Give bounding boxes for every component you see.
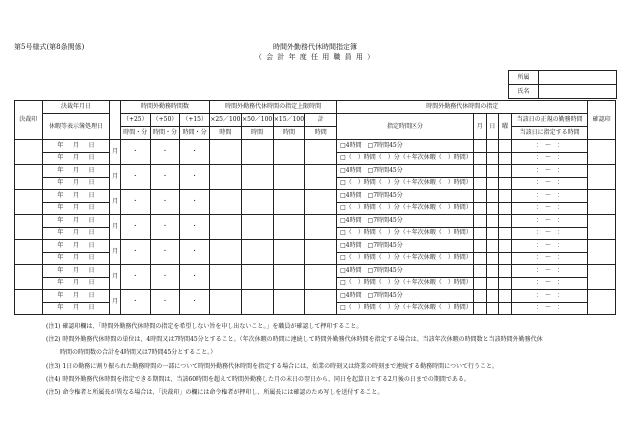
limit-25-cell[interactable] [210,240,242,265]
month-mark-cell: 月 [110,140,121,165]
limit-25-cell[interactable] [210,215,242,240]
option-custom-hours[interactable]: □（ ）時間（ ）分（＋年次休暇（ ）時間） [337,277,474,290]
day-cell[interactable] [486,240,499,253]
limit-15-cell[interactable] [273,265,305,290]
limit-15-cell[interactable] [273,290,305,315]
regular-hours-cell[interactable]: ： 〜 ： [511,215,587,228]
limit-total-cell[interactable] [305,290,337,315]
month-mark: 月 [72,304,79,312]
option-custom-hours[interactable]: □（ ）時間（ ）分（＋年次休暇（ ）時間） [337,252,474,265]
dept-label: 所属 [509,71,539,85]
overtime-25-cell[interactable]: ・ [120,140,150,165]
overtime-15-cell[interactable]: ・ [180,215,210,240]
holiday-date-cell[interactable] [42,202,110,215]
weekday-cell[interactable] [499,302,512,315]
weekday-cell[interactable] [499,202,512,215]
rate-15-header: （+15） [180,114,210,127]
hour-header: 時間 [305,127,337,140]
day-mark: 日 [88,166,95,174]
weekday-cell[interactable] [499,265,512,278]
table-row [15,265,616,278]
month-cell[interactable] [473,302,486,315]
designated-hours-cell[interactable]: ： 〜 ： [511,177,587,190]
table-row [15,190,616,203]
weekday-cell[interactable] [499,152,512,165]
decision-date-cell[interactable] [42,165,110,178]
month-mark-cell: 月 [110,165,121,190]
hour-min-header: 時間・分 [120,127,150,140]
overtime-50-cell[interactable]: ・ [150,140,180,165]
approval-stamp-cell[interactable] [15,190,43,215]
hour-header: 時間 [273,127,305,140]
decision-date-cell[interactable] [42,215,110,228]
name-label: 氏名 [509,85,539,99]
year-mark: 年 [57,254,64,262]
form-subtitle: （ 会 計 年 度 任 用 職 員 用 ） [254,53,376,61]
year-mark: 年 [57,141,64,149]
month-mark: 月 [72,204,79,212]
day-cell[interactable] [486,177,499,190]
overtime-50-cell[interactable]: ・ [150,215,180,240]
weekday-cell[interactable] [499,140,512,153]
approval-stamp-header: 決裁印 [15,101,43,140]
limit-50-cell[interactable] [241,190,273,215]
overtime-25-cell[interactable]: ・ [120,165,150,190]
month-mark: 月 [72,229,79,237]
name-field[interactable] [539,85,617,99]
weekday-cell[interactable] [499,177,512,190]
limit-25-cell[interactable] [210,265,242,290]
option-4h-7h45[interactable]: □4時間 □7時間45分 [337,290,474,303]
limit-50-cell[interactable] [241,140,273,165]
month-mark: 月 [72,291,79,299]
option-custom-hours[interactable]: □（ ）時間（ ）分（＋年次休暇（ ）時間） [337,302,474,315]
holiday-date-cell[interactable] [42,227,110,240]
confirm-stamp-cell[interactable] [588,165,616,190]
limit-total-cell[interactable] [305,140,337,165]
x50-header: ×50／100 [241,114,273,127]
limit-25-cell[interactable] [210,290,242,315]
confirm-stamp-cell[interactable] [588,265,616,290]
overtime-25-cell[interactable]: ・ [120,240,150,265]
month-mark-cell: 月 [110,215,121,240]
weekday-cell[interactable] [499,227,512,240]
overtime-25-cell[interactable]: ・ [120,215,150,240]
month-mark: 月 [72,154,79,162]
day-cell[interactable] [486,265,499,278]
limit-total-cell[interactable] [305,240,337,265]
option-4h-7h45[interactable]: □4時間 □7時間45分 [337,140,474,153]
rate-25-header: （+25） [120,114,150,127]
year-mark: 年 [57,304,64,312]
month-cell[interactable] [473,277,486,290]
regular-hours-cell[interactable]: ： 〜 ： [511,190,587,203]
note-5: (注5) 命令権者と所属長が異なる場合は、「決裁印」の欄には命令権者が押印し、所属長には確認のため写しを送付すること。 [46,389,384,397]
overtime-25-cell[interactable]: ・ [120,190,150,215]
month-cell[interactable] [473,202,486,215]
option-4h-7h45[interactable]: □4時間 □7時間45分 [337,265,474,278]
month-cell[interactable] [473,290,486,303]
year-mark: 年 [57,216,64,224]
form-number-label: 第5号様式(第8条関係) [14,43,85,51]
limit-total-cell[interactable] [305,165,337,190]
regular-hours-cell[interactable]: ： 〜 ： [511,240,587,253]
confirm-stamp-cell[interactable] [588,140,616,165]
month-cell[interactable] [473,240,486,253]
day-mark: 日 [88,204,95,212]
day-mark: 日 [88,141,95,149]
year-mark: 年 [57,266,64,274]
regular-hours-cell[interactable]: ： 〜 ： [511,290,587,303]
designated-hours-header: 当該日に指定する時間 [511,127,587,140]
weekday-cell[interactable] [499,165,512,178]
month-mark-cell: 月 [110,190,121,215]
designation-header: 時間外勤務代休時間の指定 [337,101,588,114]
limit-total-cell[interactable] [305,265,337,290]
confirm-stamp-cell[interactable] [588,240,616,265]
day-cell[interactable] [486,190,499,203]
confirm-stamp-cell[interactable] [588,215,616,240]
confirm-stamp-cell[interactable] [588,290,616,315]
x25-header: ×25／100 [210,114,242,127]
weekday-cell[interactable] [499,190,512,203]
limit-50-cell[interactable] [241,240,273,265]
overtime-50-cell[interactable]: ・ [150,290,180,315]
designated-hours-cell[interactable]: ： 〜 ： [511,152,587,165]
month-mark: 月 [72,191,79,199]
day-mark: 日 [88,179,95,187]
day-cell[interactable] [486,152,499,165]
weekday-header: 曜 [499,114,512,140]
month-cell[interactable] [473,140,486,153]
day-cell[interactable] [486,252,499,265]
day-cell[interactable] [486,277,499,290]
overtime-15-cell[interactable]: ・ [180,240,210,265]
day-header: 日 [486,114,499,140]
table-row [15,290,616,303]
day-mark: 日 [88,154,95,162]
month-mark-cell: 月 [110,240,121,265]
day-mark: 日 [88,266,95,274]
overtime-50-cell[interactable]: ・ [150,265,180,290]
designated-hours-cell[interactable]: ： 〜 ： [511,302,587,315]
regular-hours-cell[interactable]: ： 〜 ： [511,165,587,178]
month-cell[interactable] [473,252,486,265]
note-2-continued: 時間の時間数の合計を4時間又は7時間45分とすること。） [60,349,217,357]
approval-stamp-cell[interactable] [15,165,43,190]
approval-stamp-cell[interactable] [15,290,43,315]
day-mark: 日 [88,279,95,287]
holiday-date-cell[interactable] [42,252,110,265]
overtime-25-cell[interactable]: ・ [120,265,150,290]
month-cell[interactable] [473,215,486,228]
affiliation-table [508,70,617,99]
month-mark: 月 [72,254,79,262]
year-mark: 年 [57,291,64,299]
overtime-50-cell[interactable]: ・ [150,190,180,215]
day-mark: 日 [88,254,95,262]
option-4h-7h45[interactable]: □4時間 □7時間45分 [337,215,474,228]
day-cell[interactable] [486,202,499,215]
decision-date-cell[interactable] [42,190,110,203]
notes-section [46,320,543,399]
day-cell[interactable] [486,227,499,240]
overtime-15-cell[interactable]: ・ [180,190,210,215]
dept-field[interactable] [539,71,617,85]
decision-date-cell[interactable] [42,240,110,253]
limit-25-cell[interactable] [210,140,242,165]
hour-header: 時間 [210,127,242,140]
option-4h-7h45[interactable]: □4時間 □7時間45分 [337,165,474,178]
overtime-25-cell[interactable]: ・ [120,290,150,315]
designated-hours-cell[interactable]: ： 〜 ： [511,252,587,265]
year-mark: 年 [57,204,64,212]
option-custom-hours[interactable]: □（ ）時間（ ）分（＋年次休暇（ ）時間） [337,227,474,240]
limit-50-cell[interactable] [241,215,273,240]
note-2: (注2) 時間外勤務代休時間の単位は、4時間又は7時間45分とすること。（年次休暇の時間に連続して時間外勤務代休時間を指定する場合は、当該年次休暇の時間数と当該時間外勤務代休 [46,336,543,344]
confirm-stamp-header: 確認印 [588,101,616,140]
month-mark: 月 [72,141,79,149]
overtime-15-cell[interactable]: ・ [180,165,210,190]
year-mark: 年 [57,179,64,187]
designated-hours-cell[interactable]: ： 〜 ： [511,202,587,215]
limit-25-cell[interactable] [210,165,242,190]
hour-min-header: 時間・分 [150,127,180,140]
note-3: (注3) 1日の勤務に割り振られた勤務時間の一部について時間外勤務代休時間を指定する場合には、始業の時刻又は終業の時刻まで連続する勤務時間について行うこと。 [46,362,498,370]
month-mark: 月 [72,179,79,187]
total-header: 計 [305,114,337,127]
holiday-date-header: 休暇等表示簿処理日 [42,114,110,140]
table-row [15,240,616,253]
holiday-date-cell[interactable] [42,177,110,190]
limit-15-cell[interactable] [273,215,305,240]
decision-date-cell[interactable] [42,265,110,278]
day-cell[interactable] [486,302,499,315]
weekday-cell[interactable] [499,240,512,253]
month-cell[interactable] [473,227,486,240]
day-mark: 日 [88,291,95,299]
day-mark: 日 [88,304,95,312]
overtime-50-cell[interactable]: ・ [150,165,180,190]
option-4h-7h45[interactable]: □4時間 □7時間45分 [337,240,474,253]
limit-50-cell[interactable] [241,265,273,290]
weekday-cell[interactable] [499,290,512,303]
decision-date-cell[interactable] [42,290,110,303]
option-custom-hours[interactable]: □（ ）時間（ ）分（＋年次休暇（ ）時間） [337,152,474,165]
option-custom-hours[interactable]: □（ ）時間（ ）分（＋年次休暇（ ）時間） [337,202,474,215]
limit-50-cell[interactable] [241,290,273,315]
holiday-date-cell[interactable] [42,302,110,315]
year-mark: 年 [57,229,64,237]
day-cell[interactable] [486,290,499,303]
overtime-15-cell[interactable]: ・ [180,290,210,315]
day-mark: 日 [88,216,95,224]
year-mark: 年 [57,279,64,287]
approval-stamp-cell[interactable] [15,140,43,165]
designated-hours-cell[interactable]: ： 〜 ： [511,277,587,290]
overtime-50-cell[interactable]: ・ [150,240,180,265]
month-mark: 月 [72,241,79,249]
month-mark: 月 [72,216,79,224]
year-mark: 年 [57,241,64,249]
option-4h-7h45[interactable]: □4時間 □7時間45分 [337,190,474,203]
month-cell[interactable] [473,265,486,278]
rate-50-header: （+50） [150,114,180,127]
day-mark: 日 [88,241,95,249]
limit-15-cell[interactable] [273,140,305,165]
year-mark: 年 [57,166,64,174]
note-4: (注4) 時間外勤務代休時間を指定できる期間は、当該60時間を超えて時間外勤務した月の末日の翌日から、同日を起算日とする2月後の日までの期間である。 [46,375,470,383]
overtime-hours-header: 時間外勤務時間数 [120,101,209,114]
month-mark: 月 [72,266,79,274]
day-cell[interactable] [486,215,499,228]
approval-stamp-cell[interactable] [15,240,43,265]
designation-table [14,100,616,315]
form-title: 時間外勤務代休時間指定簿 [273,43,357,51]
weekday-cell[interactable] [499,277,512,290]
day-cell[interactable] [486,165,499,178]
limit-hours-header: 時間外勤務代休時間の指定上限時間 [210,101,337,114]
hour-min-header: 時間・分 [180,127,210,140]
table-row [15,165,616,178]
limit-total-cell[interactable] [305,190,337,215]
overtime-15-cell[interactable]: ・ [180,265,210,290]
regular-hours-cell[interactable]: ： 〜 ： [511,140,587,153]
month-header: 月 [473,114,486,140]
month-cell[interactable] [473,165,486,178]
weekday-cell[interactable] [499,252,512,265]
designated-hours-cell[interactable]: ： 〜 ： [511,227,587,240]
designated-category-header: 指定時間区分 [337,114,474,140]
holiday-date-cell[interactable] [42,152,110,165]
limit-15-cell[interactable] [273,240,305,265]
table-row [15,140,616,153]
limit-total-cell[interactable] [305,215,337,240]
day-mark: 日 [88,229,95,237]
approval-stamp-cell[interactable] [15,215,43,240]
confirm-stamp-cell[interactable] [588,190,616,215]
year-mark: 年 [57,191,64,199]
month-mark: 月 [72,279,79,287]
x15-header: ×15／100 [273,114,305,127]
day-mark: 日 [88,191,95,199]
limit-25-cell[interactable] [210,190,242,215]
month-cell[interactable] [473,152,486,165]
month-mark: 月 [72,166,79,174]
limit-15-cell[interactable] [273,165,305,190]
regular-hours-cell[interactable]: ： 〜 ： [511,265,587,278]
month-mark-cell: 月 [110,290,121,315]
month-cell[interactable] [473,190,486,203]
decision-date-header: 決裁年月日 [42,101,110,114]
hour-header: 時間 [241,127,273,140]
table-row [15,215,616,228]
decision-date-cell[interactable] [42,140,110,153]
option-custom-hours[interactable]: □（ ）時間（ ）分（＋年次休暇（ ）時間） [337,177,474,190]
limit-15-cell[interactable] [273,190,305,215]
day-cell[interactable] [486,140,499,153]
note-1: (注1) 確認印欄は、「時間外勤務代休時間の指定を希望しない旨を申し出ないこと。」を職員が確認して押印すること。 [46,323,363,330]
month-cell[interactable] [473,177,486,190]
weekday-cell[interactable] [499,215,512,228]
regular-hours-header: 当該日の正規の勤務時間 [511,114,587,127]
month-mark-cell: 月 [110,265,121,290]
approval-stamp-cell[interactable] [15,265,43,290]
year-mark: 年 [57,154,64,162]
limit-50-cell[interactable] [241,165,273,190]
holiday-date-cell[interactable] [42,277,110,290]
overtime-15-cell[interactable]: ・ [180,140,210,165]
